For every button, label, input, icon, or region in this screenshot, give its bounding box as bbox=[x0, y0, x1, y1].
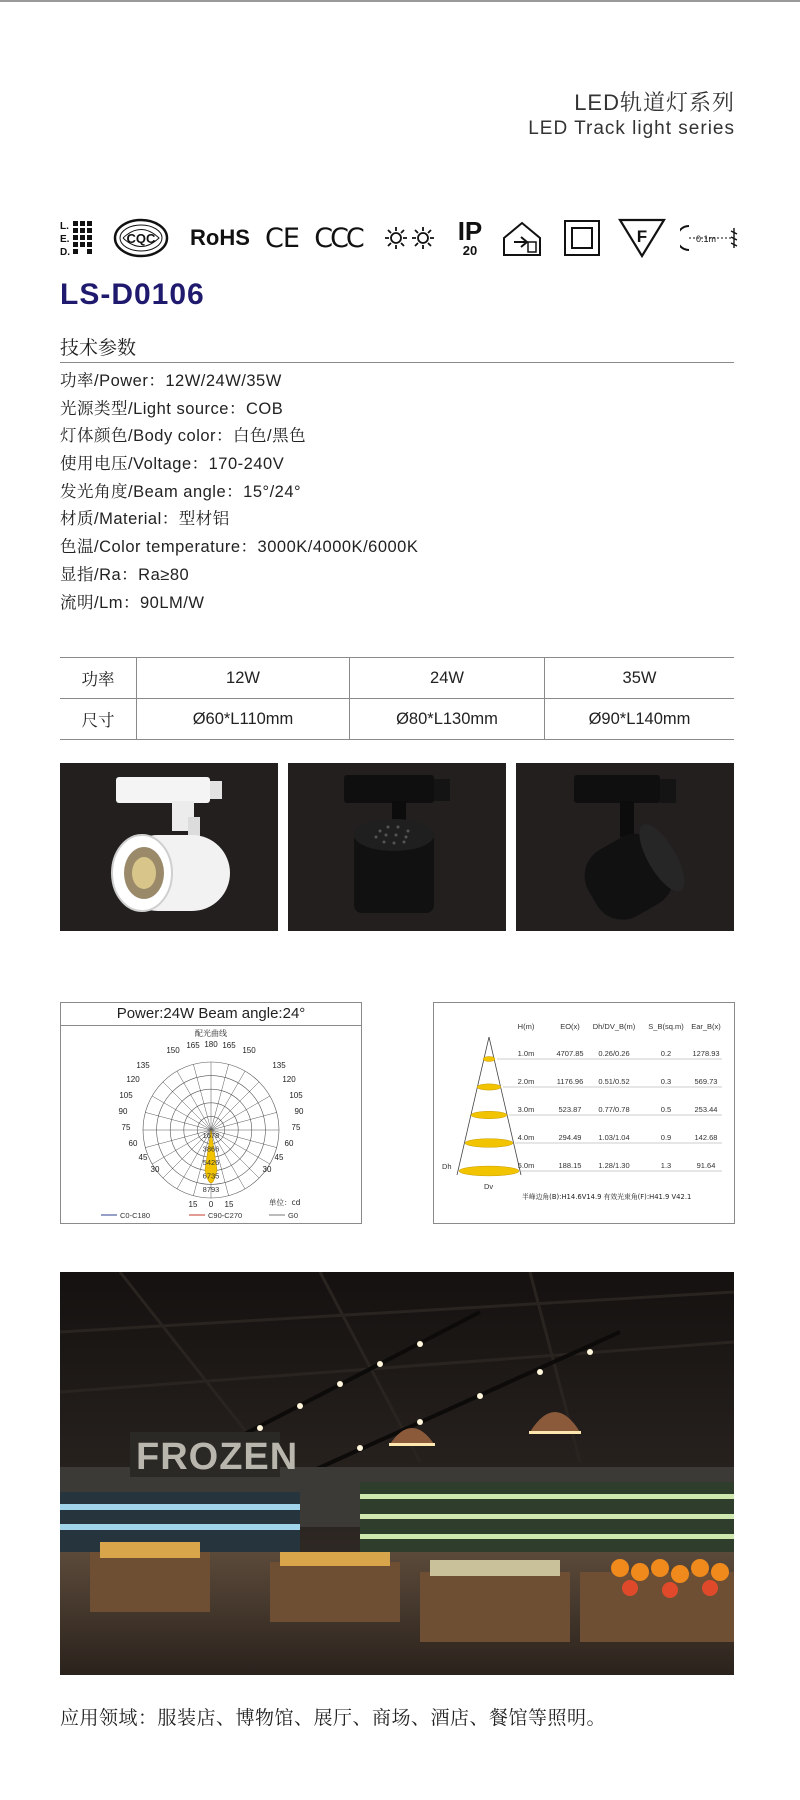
ccc-icon bbox=[313, 214, 363, 262]
polar-radial-value: 5426 bbox=[202, 1158, 220, 1167]
spec-light-source: 光源类型/Light source：COB bbox=[60, 399, 284, 418]
beam-cell: 1.3 bbox=[660, 1161, 672, 1170]
beam-cell: 1.28/1.30 bbox=[598, 1161, 630, 1170]
ce-label: CE bbox=[265, 222, 299, 254]
beam-cell: 188.15 bbox=[558, 1161, 582, 1170]
polar-angle-label: 60 bbox=[284, 1139, 294, 1148]
beam-spot bbox=[483, 1057, 495, 1062]
ip-label: IP bbox=[457, 216, 483, 246]
polar-angle-label: 45 bbox=[274, 1153, 284, 1162]
polar-angle-label: 150 bbox=[242, 1046, 256, 1055]
polar-angle-label: 165 bbox=[222, 1041, 236, 1050]
spec-divider bbox=[60, 362, 734, 363]
spec-heading: 技术参数 bbox=[60, 338, 137, 359]
polar-angle-label: 135 bbox=[272, 1061, 286, 1070]
polar-spoke bbox=[211, 1130, 277, 1148]
polar-angle-label: 30 bbox=[150, 1165, 160, 1174]
beam-cell: 0.9 bbox=[660, 1133, 672, 1142]
min-distance-icon bbox=[680, 214, 738, 262]
beam-cell: 523.87 bbox=[558, 1105, 582, 1114]
spec-list bbox=[60, 368, 418, 617]
polar-chart bbox=[61, 1026, 361, 1222]
polar-angle-label: 165 bbox=[186, 1041, 200, 1050]
class-ii-icon bbox=[560, 214, 604, 262]
model-number: LS-D0106 bbox=[60, 278, 205, 311]
polar-legend-label: G0 bbox=[288, 1211, 299, 1220]
beam-cell: 569.73 bbox=[694, 1077, 718, 1086]
polar-subtitle: 配光曲线 bbox=[195, 1029, 227, 1038]
polar-angle-label: 0 bbox=[208, 1200, 214, 1209]
polar-spoke bbox=[211, 1071, 245, 1130]
beam-cell: 1176.96 bbox=[556, 1077, 584, 1086]
polar-angle-label: 105 bbox=[289, 1091, 303, 1100]
beam-dv-label: Dv bbox=[484, 1182, 494, 1191]
beam-cell: 1.0m bbox=[517, 1049, 535, 1058]
polar-angle-label: 15 bbox=[188, 1200, 198, 1209]
beam-spread-panel bbox=[433, 1002, 735, 1224]
beam-cell: 1.03/1.04 bbox=[598, 1133, 630, 1142]
cqc-icon bbox=[112, 214, 170, 262]
beam-dh-label: Dh bbox=[442, 1162, 452, 1171]
beam-cell: 0.26/0.26 bbox=[598, 1049, 630, 1058]
polar-legend-label: C90-C270 bbox=[208, 1211, 243, 1220]
beam-cell: 1278.93 bbox=[692, 1049, 720, 1058]
beam-cell: 91.64 bbox=[696, 1161, 716, 1170]
beam-cell: 294.49 bbox=[558, 1133, 582, 1142]
indoor-house-icon bbox=[500, 214, 544, 262]
svg-text:0.1m: 0.1m bbox=[696, 234, 717, 244]
spec-body-color: 灯体颜色/Body color：白色/黑色 bbox=[60, 427, 307, 446]
polar-angle-label: 15 bbox=[224, 1200, 234, 1209]
polar-unit-label: 单位：cd bbox=[269, 1198, 301, 1207]
polar-angle-label: 105 bbox=[119, 1091, 133, 1100]
table-row bbox=[60, 699, 734, 740]
ccc-label: CCC bbox=[314, 222, 362, 254]
polar-spoke bbox=[211, 1082, 259, 1130]
polar-angle-label: 120 bbox=[126, 1075, 140, 1084]
polar-radial-value: 8793 bbox=[202, 1185, 220, 1194]
polar-spoke bbox=[211, 1112, 277, 1130]
polar-chart-panel bbox=[60, 1002, 362, 1224]
polar-angle-label: 90 bbox=[294, 1107, 304, 1116]
spec-material: 材质/Material：型材铝 bbox=[60, 510, 230, 529]
spec-ra: 显指/Ra：Ra≥80 bbox=[60, 565, 190, 584]
polar-angle-label: 75 bbox=[121, 1123, 131, 1132]
beam-cell: 0.3 bbox=[660, 1077, 672, 1086]
beam-cell: 5.0m bbox=[517, 1161, 535, 1170]
spec-color-temperature: 色温/Color temperature：3000K/4000K/6000K bbox=[60, 538, 419, 557]
size-header: 尺寸 bbox=[60, 699, 137, 740]
rohs-label: RoHS bbox=[190, 225, 250, 250]
svg-text:D.: D. bbox=[60, 247, 70, 258]
svg-text:CQC: CQC bbox=[126, 231, 156, 246]
polar-radial-value: 6735 bbox=[202, 1171, 220, 1181]
polar-spoke bbox=[145, 1130, 211, 1148]
black-track-light-side-photo bbox=[516, 763, 734, 931]
size-cell: Ø60*L110mm bbox=[137, 699, 350, 740]
size-table bbox=[60, 657, 734, 740]
spec-lumen: 流明/Lm：90LM/W bbox=[60, 593, 205, 612]
series-title-cn: LED轨道灯系列 bbox=[574, 90, 735, 115]
beam-header: Ear_B(x) bbox=[691, 1022, 721, 1031]
ip-rating: 20 bbox=[462, 243, 478, 258]
polar-chart-title: Power:24W Beam angle:24° bbox=[61, 1003, 361, 1026]
beam-cell: 4707.85 bbox=[556, 1049, 584, 1058]
beam-spread-chart bbox=[434, 1003, 734, 1223]
beam-cell: 142.68 bbox=[694, 1133, 718, 1142]
polar-spoke bbox=[177, 1071, 211, 1130]
polar-spoke bbox=[152, 1096, 211, 1130]
application-text: 应用领域：服装店、博物馆、展厅、商场、酒店、餐馆等照明。 bbox=[60, 1708, 607, 1729]
svg-text:F: F bbox=[636, 227, 648, 246]
svg-text:E.: E. bbox=[60, 234, 70, 245]
polar-spoke bbox=[211, 1096, 270, 1130]
beam-cell: 3.0m bbox=[517, 1105, 535, 1114]
beam-cell: 2.0m bbox=[517, 1077, 535, 1086]
beam-cell: 0.51/0.52 bbox=[598, 1077, 630, 1086]
white-track-light-photo bbox=[60, 763, 278, 931]
polar-angle-label: 60 bbox=[128, 1139, 138, 1148]
polar-angle-label: 45 bbox=[138, 1153, 148, 1162]
ip20-icon bbox=[452, 214, 488, 262]
size-cell: Ø90*L140mm bbox=[545, 699, 735, 740]
polar-angle-label: 180 bbox=[204, 1040, 218, 1049]
polar-radial-value: 1678 bbox=[202, 1131, 220, 1140]
polar-angle-label: 135 bbox=[136, 1061, 150, 1070]
table-row bbox=[60, 658, 734, 699]
beam-spot bbox=[465, 1139, 513, 1148]
polar-spoke bbox=[163, 1082, 211, 1130]
beam-header: EO(x) bbox=[560, 1022, 580, 1031]
size-cell: Ø80*L130mm bbox=[350, 699, 545, 740]
polar-radial-value: 3866 bbox=[202, 1144, 220, 1154]
rohs-icon bbox=[186, 214, 254, 262]
f-mark-icon bbox=[616, 214, 668, 262]
beam-footer: 半峰边角(B):H14.6V14.9 有效光束角(F):H41.9 V42.1 bbox=[522, 1193, 692, 1201]
led-dimmable-icon bbox=[60, 214, 100, 262]
series-title-en: LED Track light series bbox=[528, 118, 735, 139]
beam-spot bbox=[477, 1084, 501, 1090]
polar-angle-label: 75 bbox=[291, 1123, 301, 1132]
polar-angle-label: 120 bbox=[282, 1075, 296, 1084]
ce-icon bbox=[262, 214, 302, 262]
polar-spoke bbox=[193, 1064, 211, 1130]
power-cell: 12W bbox=[137, 658, 350, 699]
polar-spoke bbox=[145, 1112, 211, 1130]
polar-legend-label: C0-C180 bbox=[120, 1211, 151, 1220]
svg-text:L.: L. bbox=[60, 221, 69, 232]
beam-header: Dh/DV_B(m) bbox=[592, 1022, 636, 1031]
spec-beam-angle: 发光角度/Beam angle：15°/24° bbox=[60, 482, 302, 501]
beam-cell: 0.5 bbox=[660, 1105, 672, 1114]
power-cell: 35W bbox=[545, 658, 735, 699]
polar-spoke bbox=[211, 1130, 270, 1164]
polar-angle-label: 150 bbox=[166, 1046, 180, 1055]
beam-cell: 0.2 bbox=[660, 1049, 672, 1058]
svg-text:FROZEN: FROZEN bbox=[136, 1436, 299, 1478]
polar-spoke bbox=[211, 1064, 229, 1130]
beam-header: S_B(sq.m) bbox=[648, 1022, 684, 1031]
beam-cell: 253.44 bbox=[694, 1105, 718, 1114]
sun-sun-icon bbox=[382, 214, 438, 262]
polar-angle-label: 90 bbox=[118, 1107, 128, 1116]
top-border bbox=[0, 0, 800, 2]
beam-spot bbox=[459, 1166, 519, 1176]
store-scene-photo bbox=[60, 1272, 734, 1675]
beam-cell: 0.77/0.78 bbox=[598, 1105, 630, 1114]
power-cell: 24W bbox=[350, 658, 545, 699]
certification-row bbox=[60, 214, 740, 264]
black-track-light-front-photo bbox=[288, 763, 506, 931]
beam-header: H(m) bbox=[517, 1022, 535, 1031]
spec-voltage: 使用电压/Voltage：170-240V bbox=[60, 455, 285, 474]
power-header: 功率 bbox=[60, 658, 137, 699]
beam-cell: 4.0m bbox=[517, 1133, 535, 1142]
polar-angle-label: 30 bbox=[262, 1165, 272, 1174]
beam-spot bbox=[471, 1111, 507, 1118]
spec-power: 功率/Power：12W/24W/35W bbox=[60, 372, 282, 390]
